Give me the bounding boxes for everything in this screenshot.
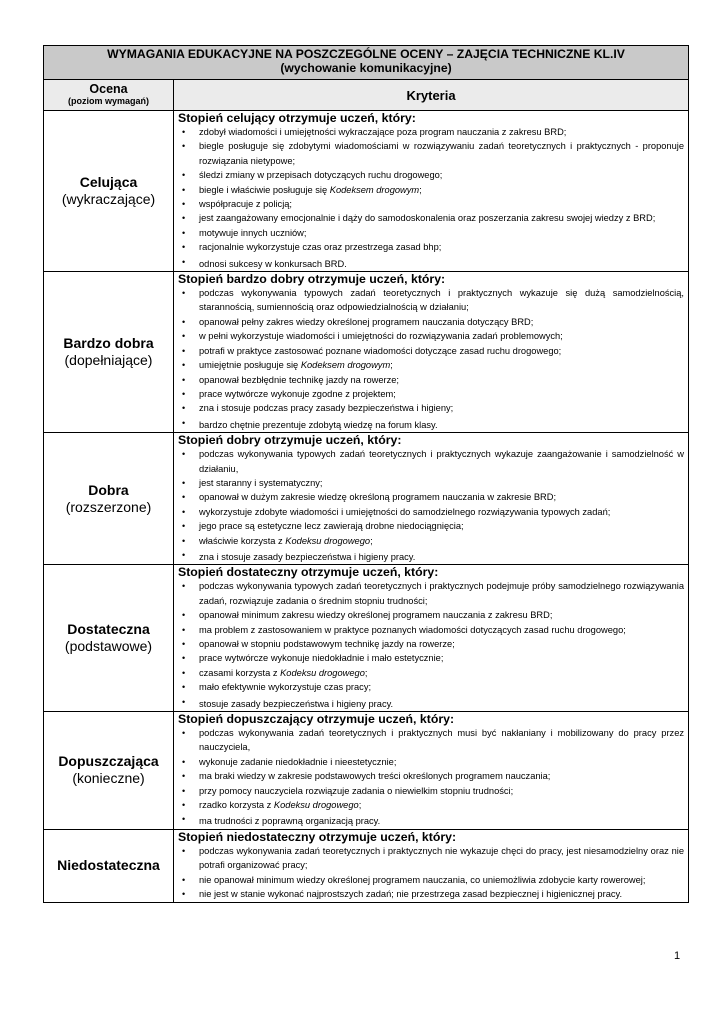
criteria-item-text: podczas wykonywania typowych zadań teoretycznych i praktycznych wykazuje zaangażowanie i samodzielność w działaniu, (199, 449, 685, 474)
criteria-item-text: przy pomocy nauczyciela rozwiązuje zadania o niewielkim stopniu trudności; (199, 785, 514, 796)
grade-level: (rozszerzone) (65, 498, 152, 515)
criteria-item (178, 226, 684, 240)
criteria-item-text: zdobył wiadomości i umiejętności wykraczające poza program nauczania z zakresu BRD; (199, 127, 567, 137)
criteria-list (178, 447, 684, 564)
criteria-item (178, 286, 684, 315)
criteria-item (178, 358, 684, 372)
grade-name: Dobra (88, 481, 129, 498)
grade-row (44, 712, 689, 830)
criteria-item-emphasis: Kodeksu drogowego (273, 800, 359, 811)
criteria-item-text: opanował w dużym zakresie wiedzę określoną programem nauczania w zakresie BRD; (199, 492, 557, 503)
grade-cell (44, 829, 174, 902)
criteria-item (178, 416, 684, 432)
grade-name: Celująca (79, 174, 138, 191)
grade-cell (44, 433, 174, 565)
criteria-column-header (174, 80, 689, 111)
criteria-item (178, 873, 684, 887)
criteria-item-text: umiejętnie posługuje się (199, 360, 301, 371)
criteria-list (178, 125, 684, 271)
criteria-item-text: ; (370, 535, 373, 546)
criteria-item (178, 579, 684, 608)
criteria-item (178, 255, 684, 271)
criteria-item-text: prace wytwórcze wykonuje niedokładnie i mało estetycznie; (199, 653, 444, 664)
grade-name: Bardzo dobra (63, 335, 154, 352)
grade-cell (44, 111, 174, 272)
criteria-item (178, 548, 684, 564)
document-subtitle: (wychowanie komunikacyjne) (280, 61, 452, 75)
criteria-heading: Stopień bardzo dobry otrzymuje uczeń, który: (178, 272, 446, 287)
criteria-item-text: podczas wykonywania typowych zadań teoretycznych i praktycznych wykazuje się dużą samodzielnością, starannością, sumiennością oraz odpowiedzialnością w działaniu; (199, 288, 685, 313)
header-row (44, 80, 689, 111)
criteria-item-text: ma trudności z poprawną organizacją pracy. (199, 816, 381, 827)
criteria-heading: Stopień niedostateczny otrzymuje uczeń, który: (178, 829, 457, 844)
criteria-cell (174, 829, 689, 902)
criteria-item (178, 315, 684, 329)
criteria-item-text: wykonuje zadanie niedokładnie i nieestetycznie; (199, 756, 397, 767)
criteria-item (178, 812, 684, 828)
document-title: WYMAGANIA EDUKACYJNE NA POSZCZEGÓLNE OCENY – ZAJĘCIA TECHNICZNE KL.IV (107, 47, 625, 61)
criteria-item-text: zna i stosuje podczas pracy zasady bezpieczeństwa i higieny; (199, 403, 454, 414)
grade-cell (44, 712, 174, 830)
criteria-item (178, 183, 684, 197)
criteria-item (178, 447, 684, 476)
criteria-item (178, 755, 684, 769)
grade-column-header (44, 80, 174, 111)
criteria-item-text: ; (419, 184, 422, 195)
criteria-item-text: biegle i właściwie posługuje się (199, 184, 330, 195)
criteria-item-text: ; (390, 360, 393, 371)
criteria-item-text: podczas wykonywania typowych zadań teoretycznych i praktycznych podejmuje próby samodzielnego rozwiązywania zadań, rozwiązuje zadania o średnim stopniu trudności; (199, 581, 685, 606)
criteria-item-text: racjonalnie wykorzystuje czas oraz przestrzega zasad bhp; (199, 242, 442, 253)
criteria-item (178, 125, 684, 139)
criteria-item-text: podczas wykonywania zadań teoretycznych i praktycznych nie wykazuje chęci do pracy, jest niesamodzielny oraz nie potrafi organizować pracy; (199, 845, 685, 871)
criteria-cell (174, 565, 689, 712)
criteria-item-text: śledzi zmiany w przepisach dotyczących ruchu drogowego; (199, 170, 443, 181)
criteria-item (178, 651, 684, 665)
criteria-item-text: stosuje zasady bezpieczeństwa i higieny pracy. (199, 698, 394, 709)
criteria-item (178, 505, 684, 519)
page-number: 1 (674, 950, 681, 962)
criteria-item (178, 784, 684, 798)
criteria-item (178, 637, 684, 651)
criteria-item-text: nie opanował minimum wiedzy określonej programem nauczania, co uniemożliwia zdobycie karty rowerowej; (199, 874, 646, 885)
grade-row (44, 565, 689, 712)
criteria-item (178, 666, 684, 680)
grade-level: (dopełniające) (64, 352, 153, 369)
criteria-item-text: jest zaangażowany emocjonalnie i dąży do samodoskonalenia oraz poszerzania zakresu swojej wiedzy z BRD; (199, 213, 656, 224)
criteria-list (178, 844, 684, 902)
criteria-item-emphasis: Kodeksu drogowego (280, 667, 365, 678)
criteria-header-label: Kryteria (406, 87, 456, 103)
grade-cell (44, 565, 174, 712)
criteria-item-text: jego prace są estetyczne lecz zawierają drobne niedociągnięcia; (199, 521, 464, 532)
criteria-item-text: opanował w stopniu podstawowym technikę jazdy na rowerze; (199, 639, 455, 649)
grade-row (44, 433, 689, 565)
criteria-item (178, 623, 684, 637)
grade-row (44, 111, 689, 272)
criteria-item-text: rzadko korzysta z (199, 800, 274, 811)
criteria-item-text: właściwie korzysta z (199, 535, 286, 546)
criteria-item (178, 887, 684, 901)
criteria-heading: Stopień dostateczny otrzymuje uczeń, który: (178, 565, 439, 580)
grade-name: Niedostateczna (57, 857, 160, 874)
criteria-item (178, 798, 684, 812)
grade-header-sublabel: (poziom wymagań) (67, 96, 149, 106)
criteria-item (178, 519, 684, 533)
criteria-item (178, 373, 684, 387)
criteria-item-text: ; (364, 667, 368, 678)
criteria-item-text: współpracuje z policją; (199, 199, 293, 210)
criteria-item-text: ma problem z zastosowaniem w praktyce poznanych wiadomości dotyczących zasad ruchu drogowego; (199, 624, 626, 635)
criteria-item-text: biegle posługuje się zdobytymi wiadomościami w rozwiązywaniu zadań teoretycznych i praktycznych - proponuje rozwiązania nietypowe; (199, 141, 685, 166)
grade-level: (wykraczające) (61, 191, 156, 208)
criteria-item (178, 139, 684, 168)
criteria-item-emphasis: Kodeksem drogowym (300, 360, 391, 371)
grade-level: (podstawowe) (64, 638, 153, 655)
criteria-item (178, 490, 684, 504)
criteria-item-text: opanował pełny zakres wiedzy określonej programem nauczania dotyczący BRD; (199, 316, 534, 327)
title-row (44, 46, 689, 80)
criteria-item-text: opanował minimum zakresu wiedzy określonej programem nauczania z zakresu BRD; (199, 610, 553, 621)
requirements-table (43, 45, 689, 903)
criteria-list (178, 579, 684, 711)
criteria-heading: Stopień dobry otrzymuje uczeń, który: (178, 433, 402, 448)
criteria-item (178, 387, 684, 401)
criteria-item-text: jest staranny i systematyczny; (199, 477, 323, 488)
criteria-item-text: w pełni wykorzystuje wiadomości i umiejętności do rozwiązywania zadań problemowych; (199, 331, 563, 342)
criteria-list (178, 286, 684, 432)
grade-name: Dopuszczająca (58, 753, 159, 770)
criteria-item (178, 726, 684, 755)
criteria-item-text: czasami korzysta z (199, 667, 281, 678)
criteria-item (178, 769, 684, 783)
criteria-item (178, 476, 684, 490)
criteria-item-text: wykorzystuje zdobyte wiadomości i umiejętności do samodzielnego rozwiązywania typowych zadań; (199, 506, 611, 517)
criteria-item (178, 168, 684, 182)
criteria-list (178, 726, 684, 829)
criteria-item (178, 680, 684, 694)
grade-level: (konieczne) (72, 770, 145, 787)
criteria-heading: Stopień celujący otrzymuje uczeń, który: (178, 111, 416, 125)
criteria-item (178, 344, 684, 358)
criteria-item-text: opanował bezbłędnie technikę jazdy na rowerze; (199, 374, 400, 385)
criteria-heading: Stopień dopuszczający otrzymuje uczeń, który: (178, 712, 455, 727)
criteria-item-text: odnosi sukcesy w konkursach BRD. (199, 258, 347, 269)
criteria-item-text: nie jest w stanie wykonać najprostszych zadań; nie przestrzega zasad bezpiecznej i higienicznej pracy. (199, 889, 623, 900)
title-cell (44, 46, 689, 80)
criteria-item (178, 608, 684, 622)
grade-cell (44, 272, 174, 433)
criteria-item (178, 401, 684, 415)
criteria-item-text: bardzo chętnie prezentuje zdobytą wiedzę na forum klasy. (199, 419, 438, 430)
criteria-cell (174, 712, 689, 830)
criteria-item-text: podczas wykonywania zadań teoretycznych i praktycznych musi być nakłaniany i mobilizowany do pracy przez nauczyciela, (199, 728, 685, 753)
criteria-item (178, 197, 684, 211)
criteria-item-text: mało efektywnie wykorzystuje czas pracy; (199, 682, 372, 693)
criteria-item-text: ma braki wiedzy w zakresie podstawowych treści określonych programem nauczania; (199, 771, 551, 782)
criteria-item-text: potrafi w praktyce zastosować poznane wiadomości dotyczące zasad ruchu drogowego; (199, 345, 562, 356)
criteria-item (178, 534, 684, 548)
criteria-cell (174, 272, 689, 433)
criteria-item (178, 844, 684, 873)
criteria-item (178, 240, 684, 254)
grade-row (44, 829, 689, 902)
grade-name: Dostateczna (67, 621, 150, 638)
criteria-cell (174, 111, 689, 272)
criteria-item-text: prace wytwórcze wykonuje zgodne z projektem; (199, 388, 396, 399)
grade-header-label: Ocena (89, 82, 128, 96)
criteria-item (178, 329, 684, 343)
criteria-item (178, 211, 684, 225)
criteria-item (178, 695, 684, 711)
criteria-item-text: zna i stosuje zasady bezpieczeństwa i higieny pracy. (199, 551, 416, 562)
criteria-item-text: motywuje innych uczniów; (199, 227, 307, 238)
criteria-item-emphasis: Kodeksem drogowym (329, 184, 420, 195)
criteria-item-emphasis: Kodeksu drogowego (285, 535, 371, 546)
grade-row (44, 272, 689, 433)
criteria-cell (174, 433, 689, 565)
criteria-item-text: ; (358, 800, 362, 811)
